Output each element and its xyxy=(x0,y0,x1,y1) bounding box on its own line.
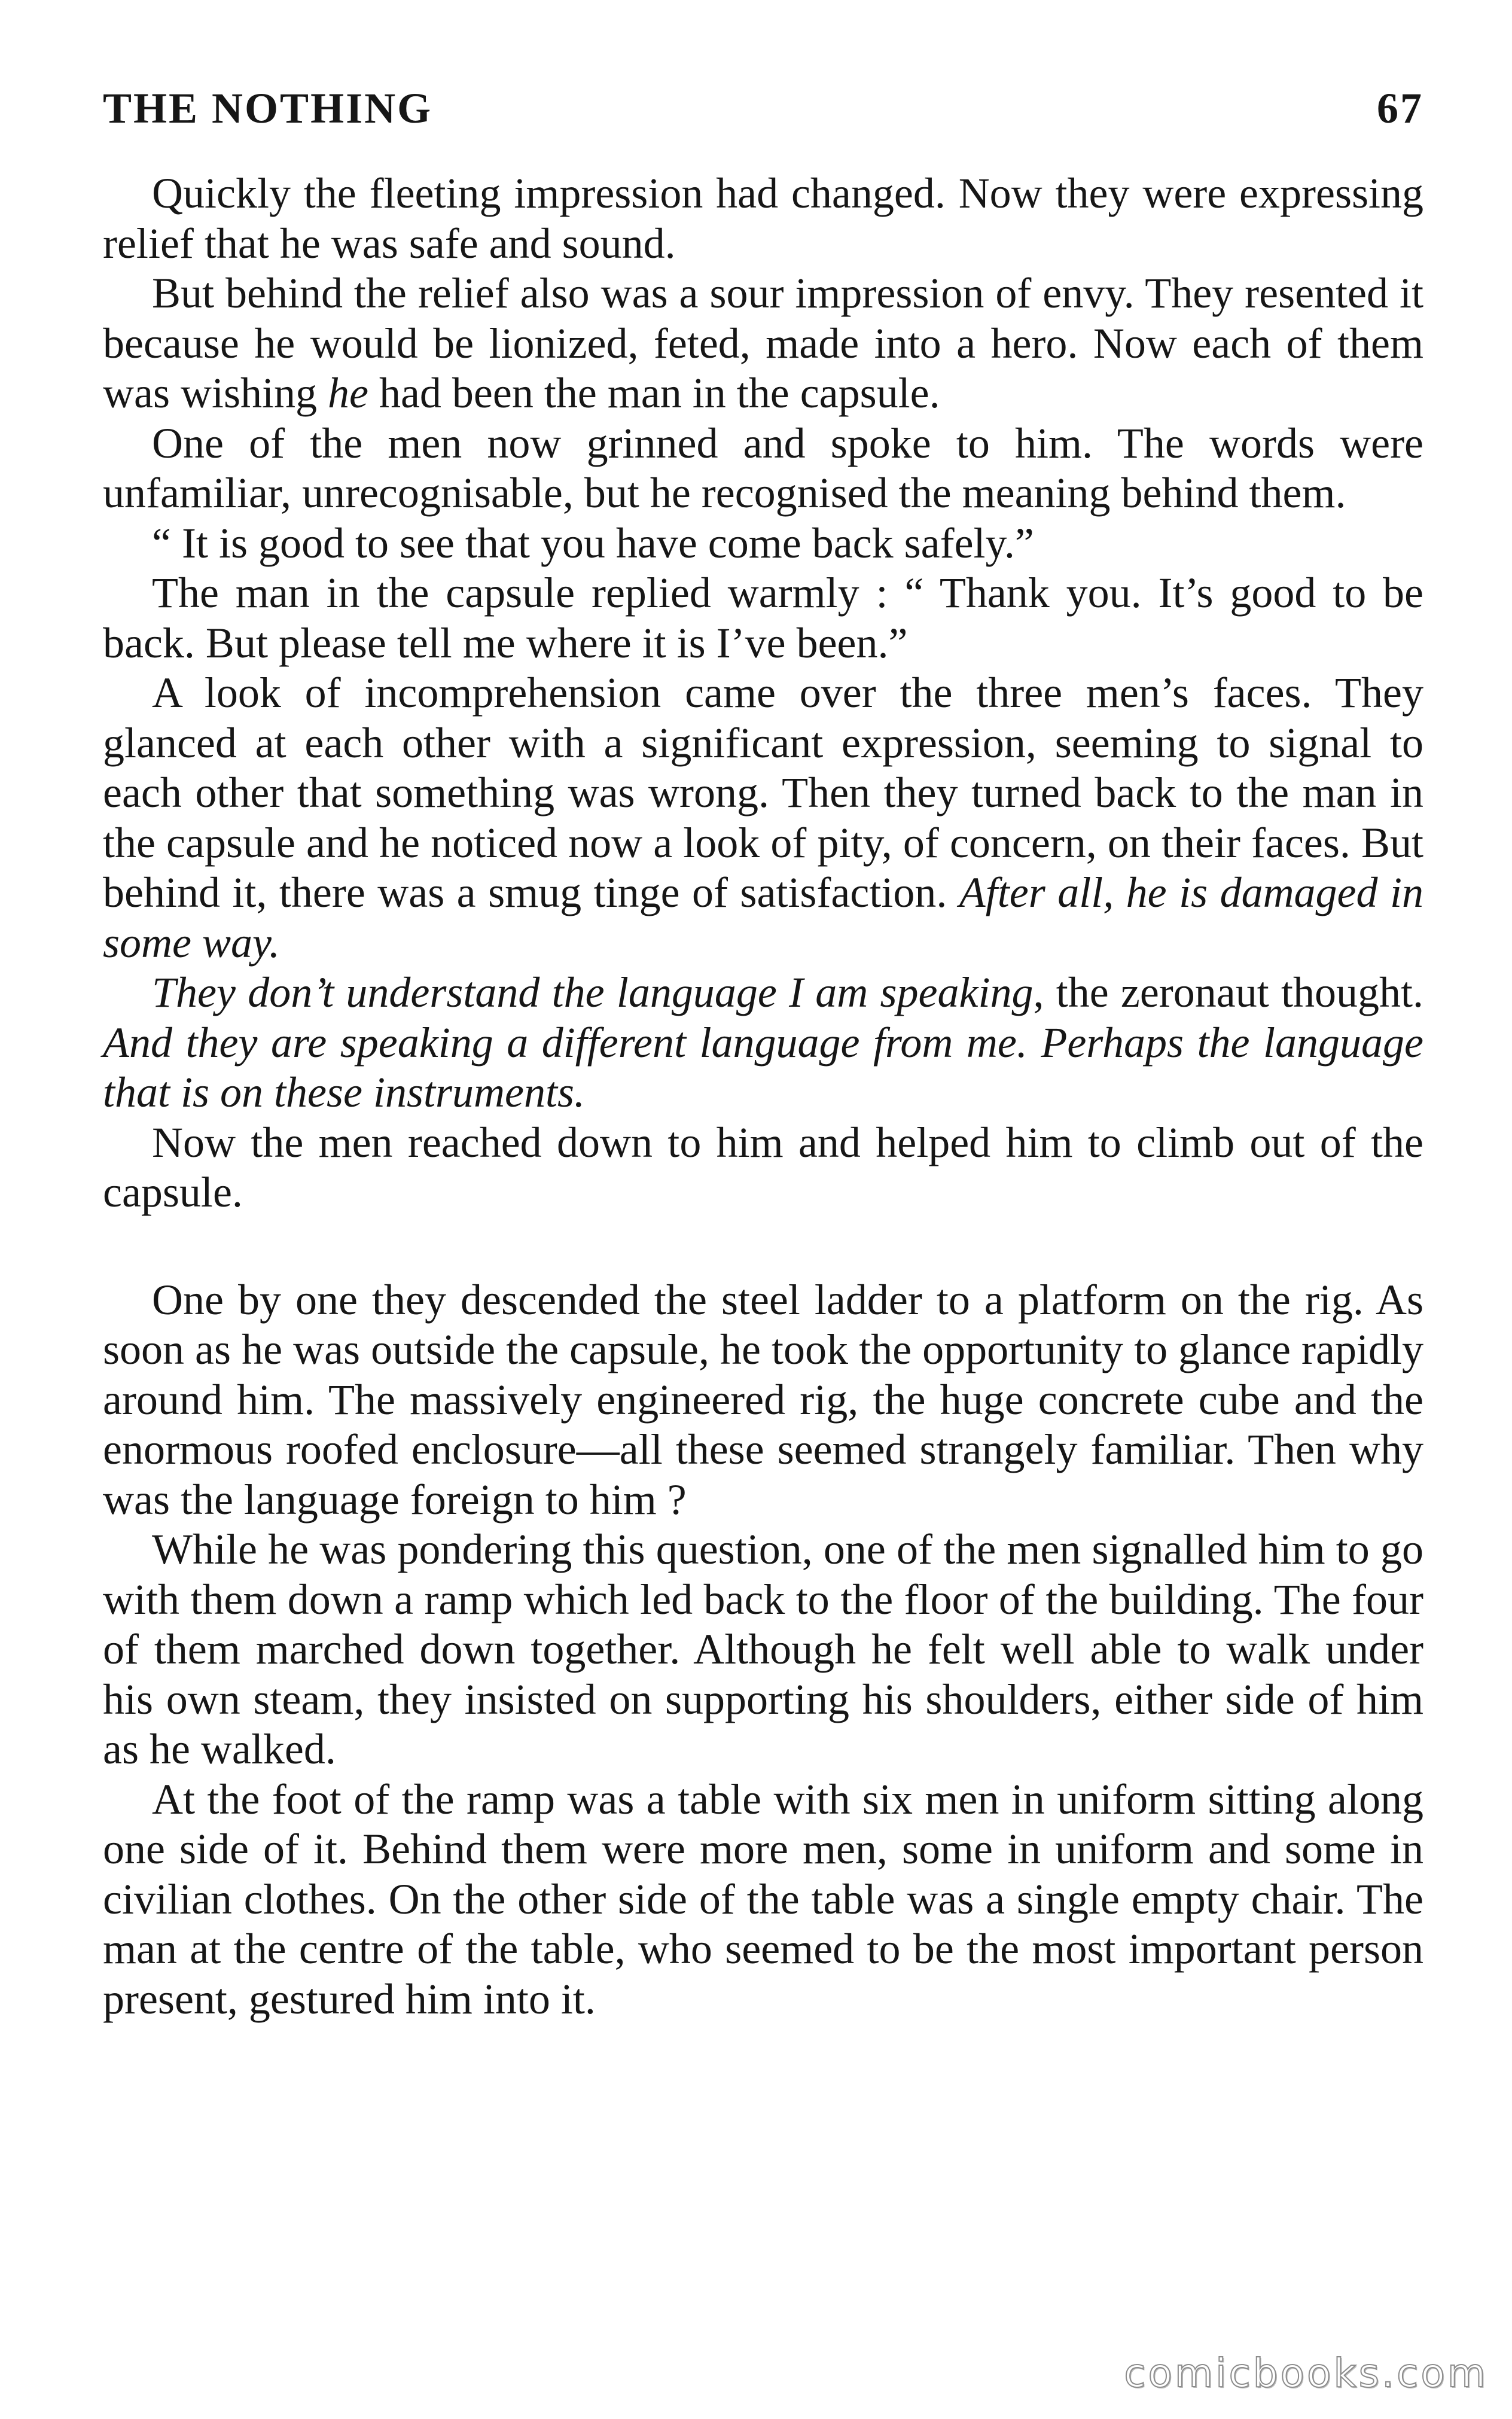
paragraph xyxy=(103,968,1423,1118)
text-run: While he was pondering this question, one of the men signalled him to go with them down a ramp which led back to the floor of the building. The four of them marched down together. Although he felt well able to walk under his own steam, they insisted on supporting his shoulders, either side of him as he walked. xyxy=(103,1525,1423,1773)
text-run: had been the man in the capsule. xyxy=(368,369,940,417)
italic-text-run: And they are speaking a different language from me. Perhaps the language that is on these instruments. xyxy=(103,1018,1423,1116)
watermark: comicbooks.com xyxy=(1124,2350,1488,2396)
text-run: One of the men now grinned and spoke to him. The words were unfamiliar, unrecognisable, but he recognised the meaning behind them. xyxy=(103,419,1423,517)
paragraph xyxy=(103,1275,1423,1525)
paragraph xyxy=(103,169,1423,269)
text-run: But behind the relief also was a sour impression of envy. They resented it because he would be lionized, feted, made into a hero. Now each of them was wishing xyxy=(103,269,1423,417)
running-head: THE NOTHING xyxy=(103,84,433,132)
text-run: “ It is good to see that you have come back safely.” xyxy=(152,519,1034,567)
text-run: A look of incomprehension came over the three men’s faces. They glanced at each other with a significant expression, seeming to signal to each other that something was wrong. Then they turned back to the man in the capsule and he noticed now a look of pity, of concern, on their faces. But behind it, there was a smug tinge of satisfaction. xyxy=(103,669,1423,916)
section-break xyxy=(103,1218,1423,1275)
page-number: 67 xyxy=(1377,84,1423,132)
italic-text-run: They don’t understand the language I am speaking xyxy=(152,968,1034,1016)
text-run: At the foot of the ramp was a table with six men in uniform sitting along one side of it. Behind them were more men, some in uniform and some in civilian clothes. On the other side of the table was a single empty chair. The man at the centre of the table, who seemed to be the most important person present, gestured him into it. xyxy=(103,1775,1423,2023)
text-run: One by one they descended the steel ladder to a platform on the rig. As soon as he was outside the capsule, he took the opportunity to glance rapidly around him. The massively engineered rig, the huge concrete cube and the enormous roofed enclosure—all these seemed strangely familiar. Then why was the language foreign to him ? xyxy=(103,1275,1423,1524)
paragraph xyxy=(103,668,1423,968)
paragraph xyxy=(103,269,1423,419)
paragraph xyxy=(103,1775,1423,2025)
page-header xyxy=(103,84,1423,138)
text-run: Now the men reached down to him and helped him to climb out of the capsule. xyxy=(103,1118,1423,1216)
paragraph xyxy=(103,519,1423,569)
italic-text-run: he xyxy=(328,369,368,417)
book-page xyxy=(103,84,1423,2369)
paragraph xyxy=(103,419,1423,519)
text-run: Quickly the fleeting impression had changed. Now they were expressing relief that he was safe and sound. xyxy=(103,169,1423,267)
paragraph xyxy=(103,1118,1423,1218)
italic-text-run: After all, he is damaged in some way. xyxy=(103,869,1423,967)
paragraph xyxy=(103,1525,1423,1775)
text-run: The man in the capsule replied warmly : “ Thank you. It’s good to be back. But please tell me where it is I’ve been.” xyxy=(103,569,1423,667)
text-run: , the zeronaut thought. xyxy=(1033,968,1423,1016)
body-text xyxy=(103,169,1423,2024)
paragraph xyxy=(103,568,1423,668)
